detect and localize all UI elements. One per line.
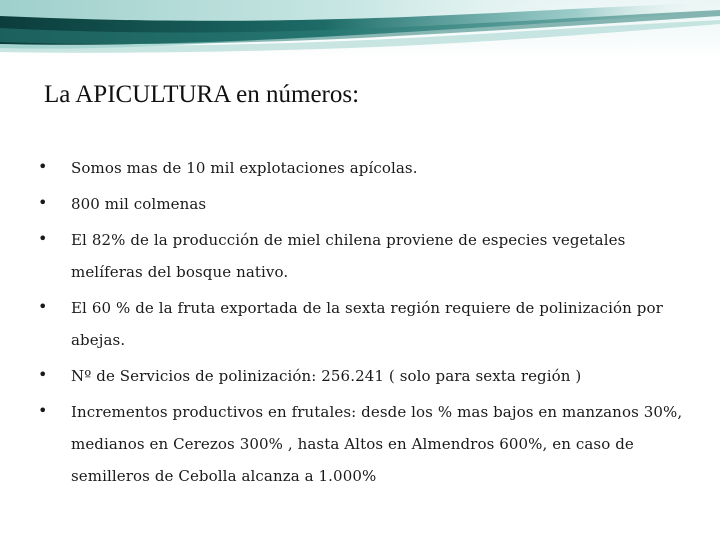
list-item [38, 152, 698, 184]
list-item [38, 188, 698, 220]
bullet-text: Nº de Servicios de polinización: 256.241 ( solo para sexta región ) [71, 367, 582, 385]
list-item [38, 292, 698, 356]
bullet-icon: • [38, 193, 48, 212]
list-item [38, 360, 698, 392]
bullet-icon: • [38, 401, 48, 420]
decorative-wave-banner [0, 0, 720, 60]
bullet-text: El 82% de la producción de miel chilena proviene de especies vegetales melíferas del bosque nativo. [71, 231, 626, 281]
bullet-icon: • [38, 157, 48, 176]
list-item [38, 224, 698, 288]
bullet-text: Incrementos productivos en frutales: desde los % mas bajos en manzanos 30%, medianos en Cerezos 300% , hasta Altos en Almendros 600%, en caso de semilleros de Cebolla alcanza a 1.000% [71, 403, 683, 485]
bullet-text: 800 mil colmenas [71, 195, 207, 213]
slide-title: La APICULTURA en números: [44, 81, 360, 108]
bullet-icon: • [38, 297, 48, 316]
bullet-icon: • [38, 365, 48, 384]
bullet-list [38, 152, 698, 496]
list-item [38, 396, 698, 492]
bullet-text: Somos mas de 10 mil explotaciones apícolas. [71, 159, 418, 177]
bullet-text: El 60 % de la fruta exportada de la sexta región requiere de polinización por abejas. [71, 299, 663, 349]
bullet-icon: • [38, 229, 48, 248]
